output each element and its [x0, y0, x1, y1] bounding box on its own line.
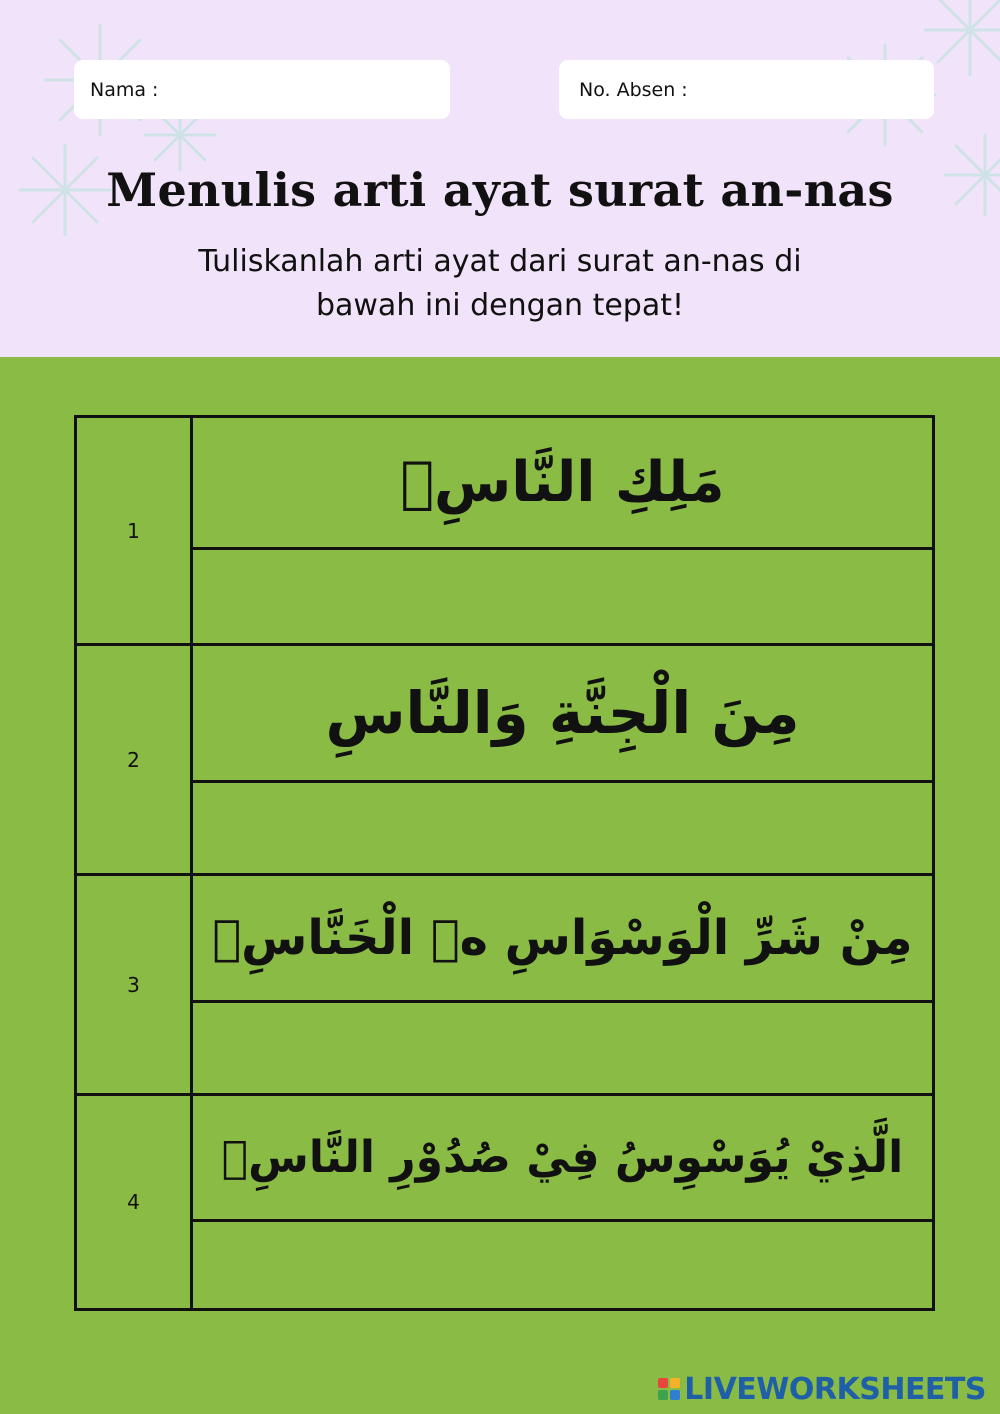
page-title: Menulis arti ayat surat an-nas [106, 163, 894, 217]
arabic-verse: مِنَ الْجِنَّةِ وَالنَّاسِ [193, 646, 932, 783]
absen-number-field[interactable] [559, 60, 934, 119]
row-number: 2 [77, 646, 193, 873]
arabic-verse: مَلِكِ النَّاسِۙ [193, 418, 932, 550]
row-number: 1 [77, 418, 193, 643]
arabic-verse: مِنْ شَرِّ الْوَسْوَاسِ ەۙ الْخَنَّاسِۖ [193, 876, 932, 1003]
liveworksheets-logo [658, 1372, 986, 1406]
answer-input[interactable] [193, 1219, 932, 1308]
absen-field-label: No. Absen : [579, 78, 688, 101]
table-row [77, 643, 932, 873]
verse-table [74, 415, 935, 1311]
header-area [0, 0, 1000, 357]
arabic-verse: الَّذِيْ يُوَسْوِسُ فِيْ صُدُوْرِ النَّاسِۙ [193, 1096, 932, 1222]
name-field[interactable] [74, 60, 450, 119]
answer-input[interactable] [193, 550, 932, 643]
instruction-text: Tuliskanlah arti ayat dari surat an-nas di bawah ini dengan tepat! [198, 244, 802, 323]
table-row [77, 418, 932, 643]
name-field-label: Nama : [90, 78, 159, 101]
brand-name: LIVEWORKSHEETS [684, 1371, 986, 1407]
answer-input[interactable] [193, 780, 932, 873]
table-row [77, 1093, 932, 1308]
row-number: 3 [77, 876, 193, 1093]
table-row [77, 873, 932, 1093]
liveworksheets-logo-icon [658, 1378, 680, 1400]
answer-input[interactable] [193, 1000, 932, 1093]
row-number: 4 [77, 1096, 193, 1308]
